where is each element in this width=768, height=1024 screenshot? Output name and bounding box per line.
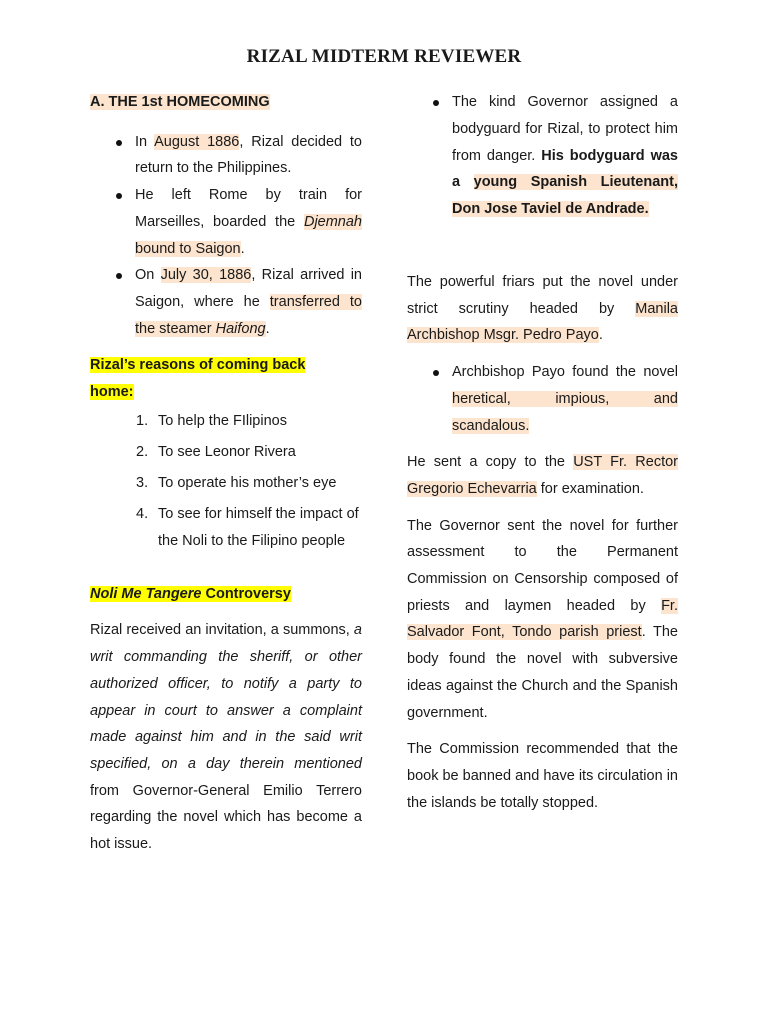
paragraph: The powerful friars put the novel under strict scrutiny headed by Manila Archbishop Msgr. Pedro Payo. xyxy=(407,273,678,344)
left-column xyxy=(90,89,362,858)
highlight: Haifong xyxy=(215,320,266,337)
paragraph: The Governor sent the novel for further assessment to the Permanent Commission on Censorship composed of priests and laymen headed by Fr. Salvador Font, Tondo parish priest. The body found the novel with subversive ideas against the Church and the Spanish government. xyxy=(407,517,678,721)
highlight: young Spanish Lieutenant, Don Jose Taviel de Andrade. xyxy=(452,174,678,218)
highlight: August 1886 xyxy=(154,133,240,150)
list-item: 2. To see Leonor Rivera xyxy=(136,443,296,460)
highlight: bound to Saigon xyxy=(135,240,241,257)
reasons-heading: Rizal’s reasons of coming back home: xyxy=(90,357,306,401)
list-item: In August 1886, Rizal decided to return to the Philippines. xyxy=(90,129,362,182)
highlight: Fr. Salvador Font, Tondo parish priest xyxy=(407,597,678,641)
highlight: July 30, 1886 xyxy=(160,267,252,284)
paragraph: He sent a copy to the UST Fr. Rector Gregorio Echevarria for examination. xyxy=(407,454,678,497)
highlight: heretical, impious, and scandalous. xyxy=(452,390,678,434)
noli-paragraph: Rizal received an invitation, a summons, a writ commanding the sheriff, or other authorized officer, to notify a party to appear in court to answer a complaint made against him and in the said writ specified, on a day therein mentioned from Governor-General Emilio Terrero regarding the novel which has become a hot issue. xyxy=(90,622,362,853)
highlight: Manila Archbishop Msgr. Pedro Payo xyxy=(407,300,678,344)
list-item: He left Rome by train for Marseilles, boarded the Djemnah bound to Saigon. xyxy=(90,182,362,262)
list-item: The kind Governor assigned a bodyguard for Rizal, to protect him from danger. His bodyguard was a young Spanish Lieutenant, Don Jose Taviel de Andrade. xyxy=(407,89,678,223)
paragraph: The Commission recommended that the book be banned and have its circulation in the islands be totally stopped. xyxy=(407,741,678,811)
list-item: 1. To help the FIlipinos xyxy=(136,412,287,429)
highlight: UST Fr. Rector Gregorio Echevarria xyxy=(407,454,678,497)
section-a-heading: A. THE 1st HOMECOMING xyxy=(90,94,270,110)
document-title: RIZAL MIDTERM REVIEWER xyxy=(246,46,522,67)
highlight: transferred to the steamer xyxy=(135,293,362,337)
right-column xyxy=(407,89,678,816)
highlight: Djemnah xyxy=(303,213,362,230)
list-item: Archbishop Payo found the novel heretical, impious, and scandalous. xyxy=(407,359,678,439)
noli-heading: Noli Me Tangere Controversy xyxy=(90,585,291,602)
list-item: 3. To operate his mother’s eye xyxy=(136,474,337,491)
list-item: 4. To see for himself the impact of the Noli to the Filipino people xyxy=(136,505,359,549)
reasons-list xyxy=(90,408,362,555)
list-item: On July 30, 1886, Rizal arrived in Saigon, where he transferred to the steamer Haifong. xyxy=(90,262,362,342)
